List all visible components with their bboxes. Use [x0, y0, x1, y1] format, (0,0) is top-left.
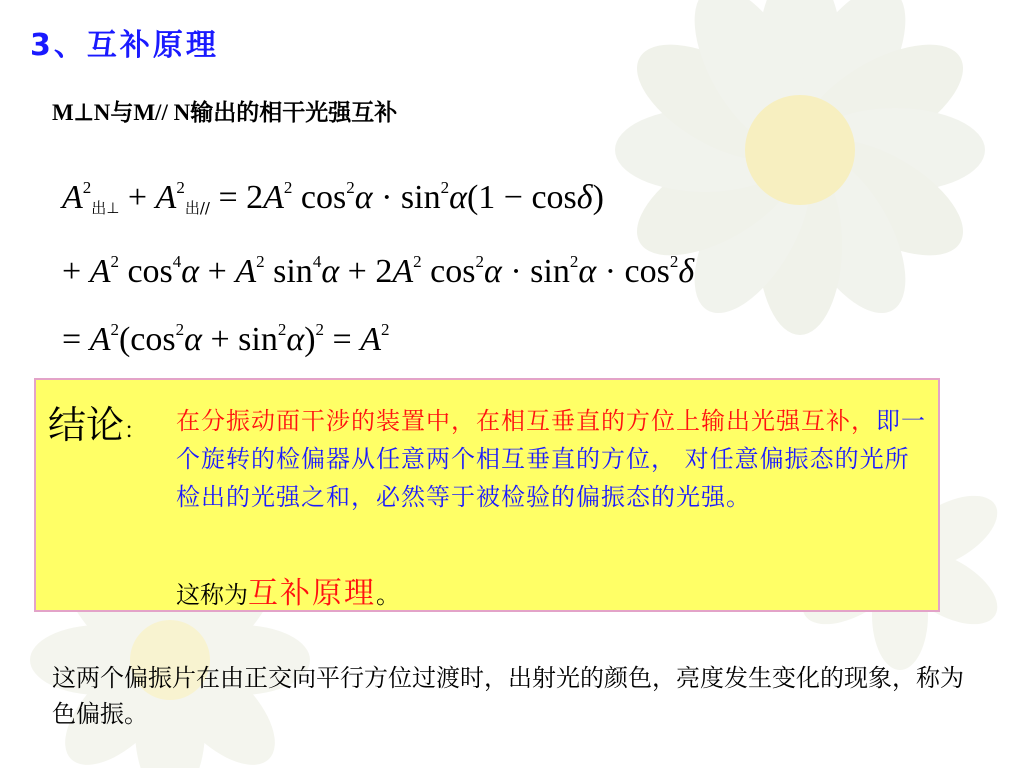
eq1-exp3: 2 — [283, 178, 293, 197]
eq3-close: ) — [304, 321, 316, 358]
eq1-alpha2: α — [449, 179, 467, 216]
eq1-exp2: 2 — [176, 178, 185, 197]
eq3-equals: = — [62, 321, 82, 358]
eq2-cos2: cos — [430, 253, 476, 290]
eq2-A: A — [89, 253, 111, 290]
eq2-dot: · — [510, 253, 522, 290]
eq2-exp5: 2 — [475, 252, 484, 271]
eq3-A2: A — [360, 321, 382, 358]
eq2-dot2: · — [604, 253, 617, 290]
foot-suffix: 。 — [376, 581, 400, 609]
eq2-plus3: + — [347, 253, 367, 290]
eq3-exp4: 2 — [315, 320, 325, 339]
eq3-alpha2: α — [286, 321, 305, 358]
eq1-A2: A — [155, 179, 177, 216]
eq1-sub-perp: 出⊥ — [91, 199, 120, 217]
eq2-exp3: 2 — [413, 252, 422, 271]
eq2-plus2: + — [207, 253, 227, 290]
eq1-cos: cos — [300, 179, 347, 216]
conclusion-footnote — [176, 568, 400, 612]
eq2-exp4: 4 — [172, 252, 182, 271]
eq2-sin2: sin — [530, 253, 570, 290]
slide-subtitle: M⊥N与M// N输出的相干光强互补 — [52, 100, 398, 125]
eq2-delta: δ — [678, 253, 695, 290]
foot-prefix: 这称为 — [176, 581, 248, 609]
eq2-alpha3: α — [483, 253, 502, 290]
conclusion-label — [48, 394, 146, 449]
eq1-exp: 2 — [82, 178, 92, 197]
eq1-A: A — [62, 179, 83, 216]
equation-2 — [62, 252, 694, 291]
slide-title: 3、互补原理 — [30, 28, 219, 63]
eq1-delta: δ — [576, 179, 593, 216]
eq1-sin: sin — [400, 179, 441, 216]
eq1-coef: 2 — [246, 179, 264, 216]
eq3-plus: + — [210, 321, 230, 358]
eq1-tail: (1 − cos — [466, 179, 577, 216]
eq1-exp5: 2 — [440, 178, 450, 197]
conclusion-colon: ： — [124, 419, 147, 444]
eq2-alpha: α — [181, 253, 200, 290]
conclusion-text — [176, 402, 928, 516]
eq2-plus: + — [62, 253, 82, 290]
eq2-exp: 2 — [110, 252, 119, 271]
conclusion-red-text: 在分振动面干涉的装置中，在相互垂直的方位上输出光强互补， — [176, 407, 876, 435]
eq1-close: ) — [592, 179, 604, 216]
conclusion-blue-text: 即一个旋转的检偏器从任意两个相互垂直的方位， 对任意偏振态的光所检出的光强之和，必然等于被检验的偏振态的光强。 — [176, 407, 926, 511]
eq3-equals2: = — [332, 321, 352, 358]
eq1-sub-par: 出// — [184, 199, 210, 217]
eq1-exp4: 2 — [346, 178, 355, 197]
eq2-alpha2: α — [321, 253, 340, 290]
eq2-A3: A — [392, 253, 414, 290]
footer-paragraph: 这两个偏振片在由正交向平行方位过渡时，出射光的颜色，亮度发生变化的现象，称为色偏振。 — [52, 664, 964, 728]
eq2-coef: 2 — [375, 253, 393, 290]
eq3-A: A — [89, 321, 111, 358]
eq3-alpha: α — [184, 321, 202, 358]
eq3-open: (cos — [118, 321, 176, 358]
eq3-sin: sin — [238, 321, 278, 358]
eq1-dot: · — [381, 179, 393, 216]
eq1-A3: A — [263, 179, 284, 216]
eq3-exp2: 2 — [175, 320, 185, 339]
eq2-exp4b: 4 — [312, 252, 322, 271]
eq1-plus: + — [127, 179, 148, 216]
eq2-sin: sin — [273, 253, 313, 290]
eq3-exp: 2 — [110, 320, 119, 339]
eq3-exp5: 2 — [381, 320, 390, 339]
eq1-equals: = — [218, 179, 238, 216]
eq1-alpha: α — [354, 179, 373, 216]
foot-term: 互补原理 — [248, 576, 376, 611]
eq2-cos: cos — [127, 253, 173, 290]
conclusion-box — [34, 378, 940, 612]
eq3-exp3: 2 — [277, 320, 287, 339]
eq2-exp6: 2 — [569, 252, 579, 271]
eq2-exp7: 2 — [669, 252, 679, 271]
eq2-exp2: 2 — [256, 252, 265, 271]
equation-1 — [62, 178, 604, 218]
conclusion-label-text: 结论 — [48, 403, 125, 447]
eq2-cos3: cos — [624, 253, 670, 290]
equation-3 — [62, 320, 390, 359]
eq2-A2: A — [235, 253, 257, 290]
eq2-alpha4: α — [578, 253, 597, 290]
